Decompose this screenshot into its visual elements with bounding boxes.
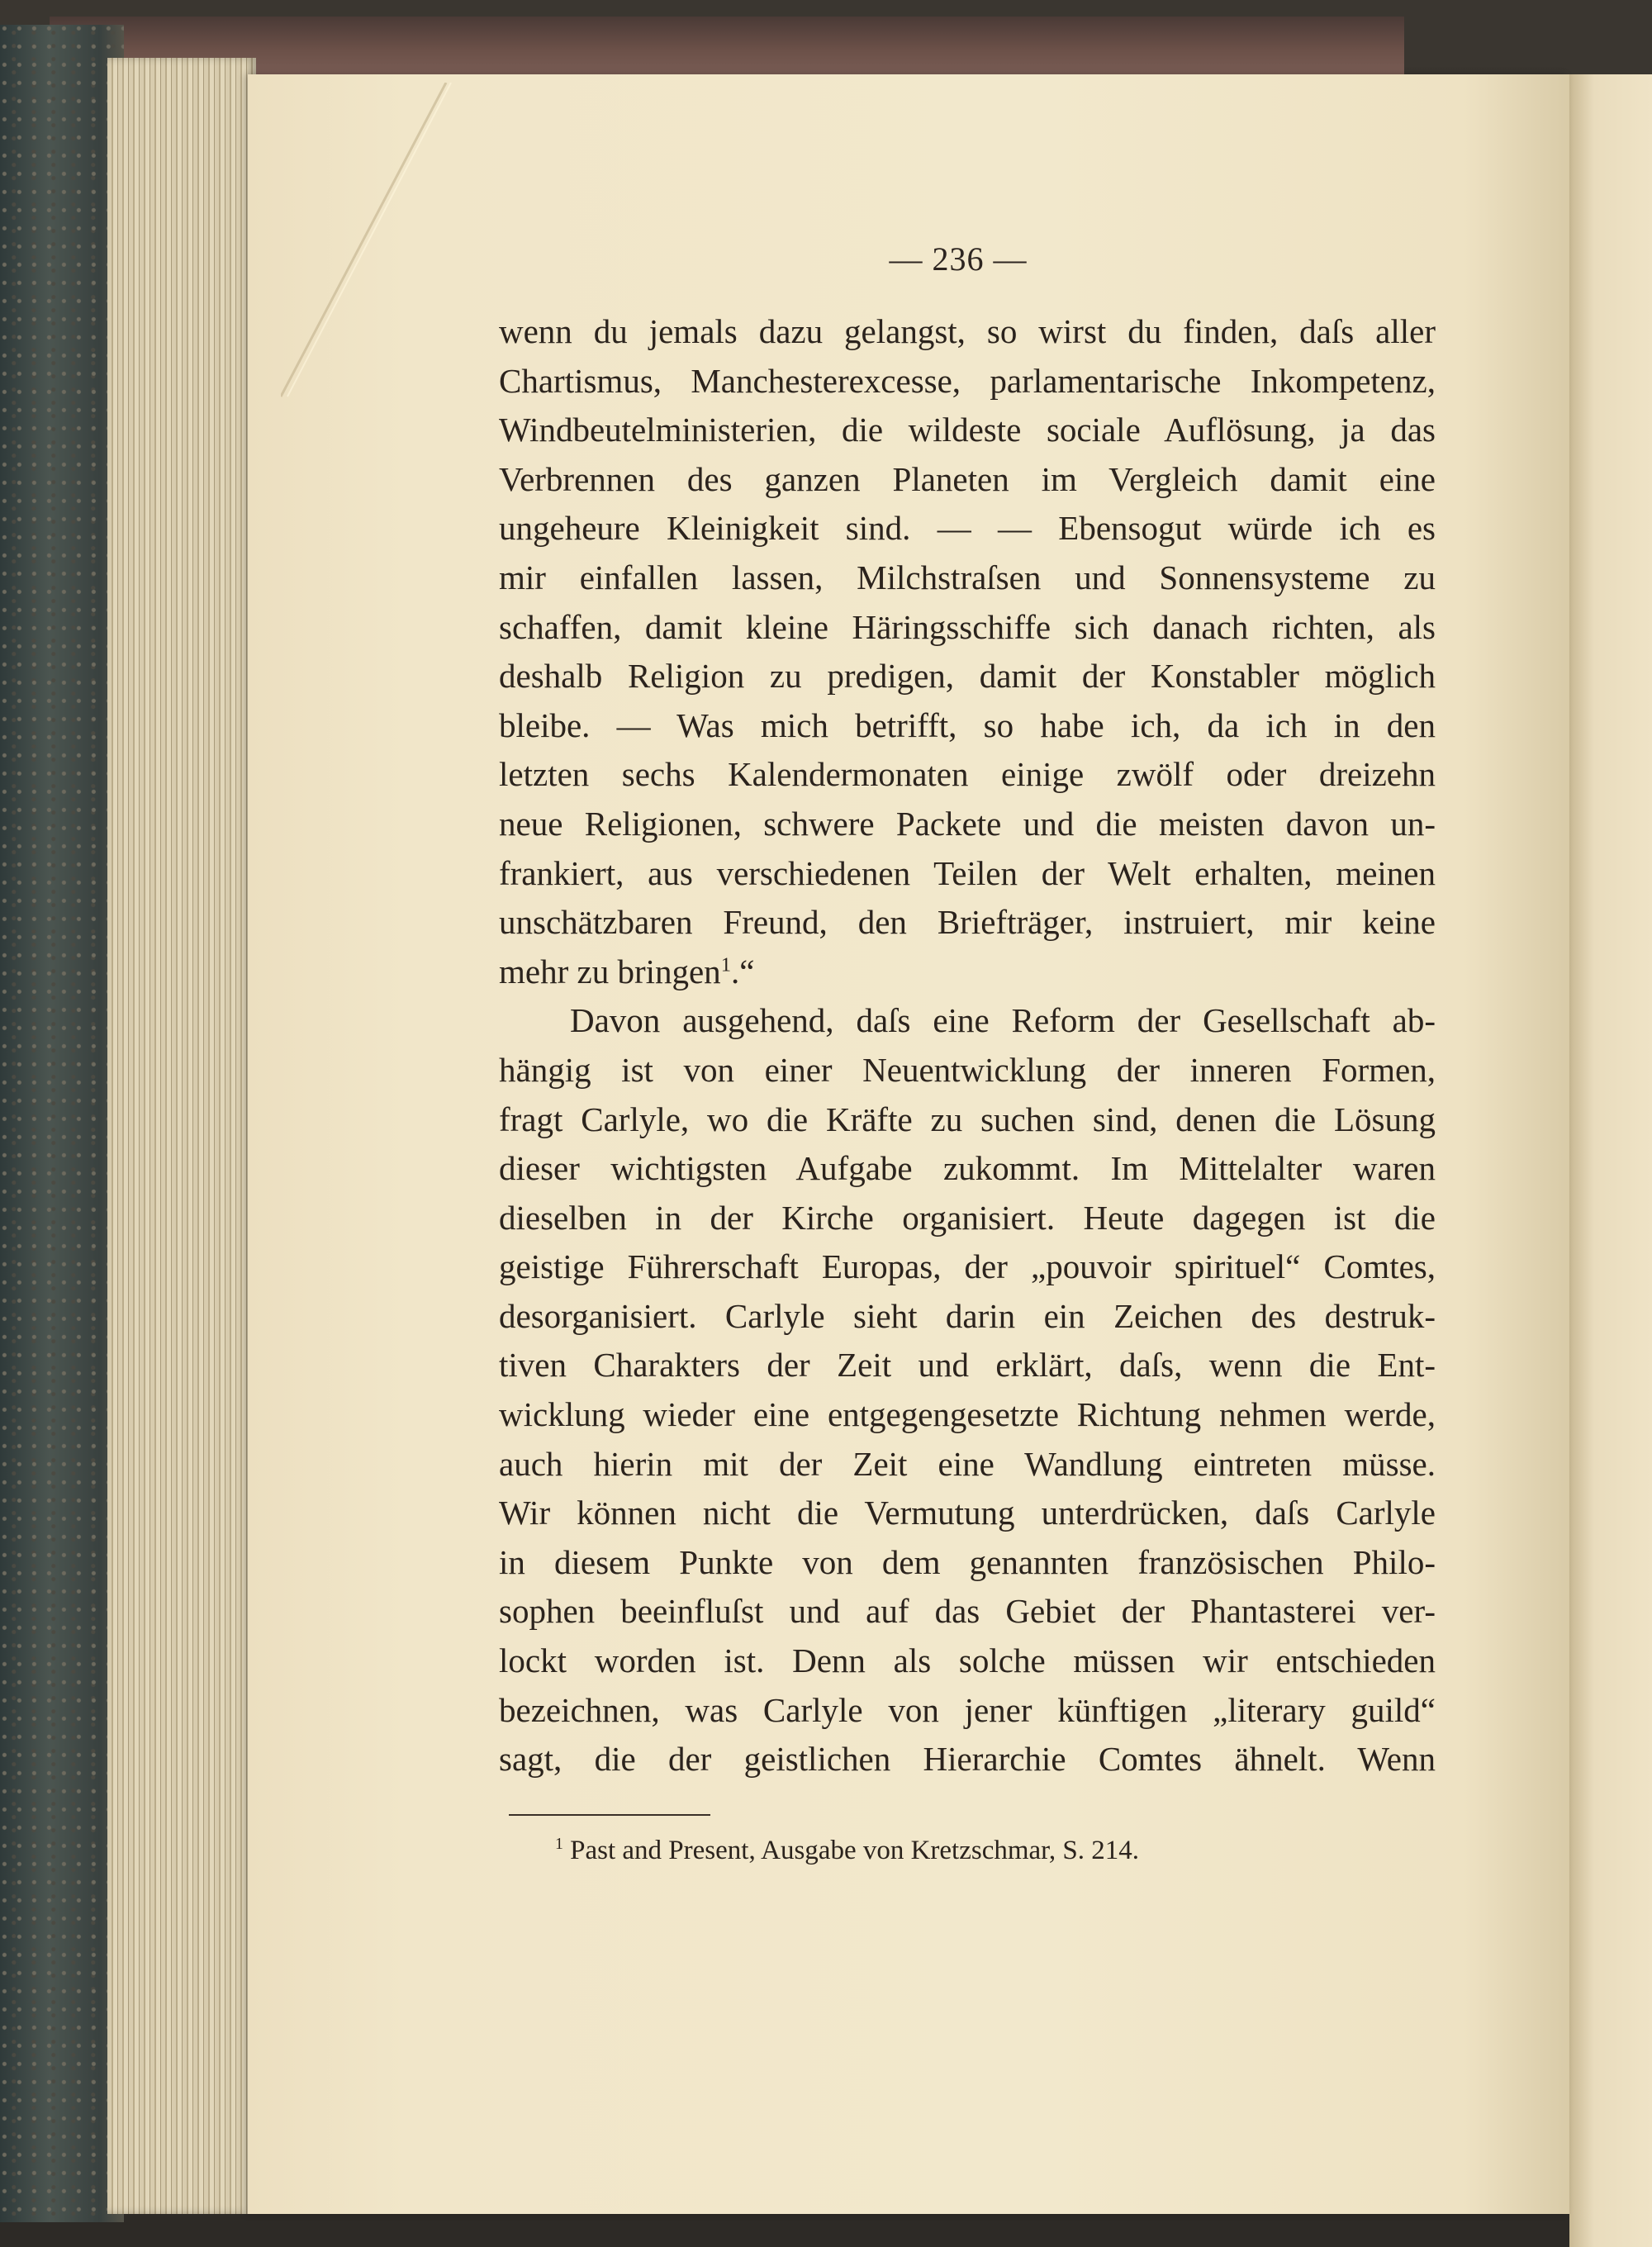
text-line: geistige Führerschaft Europas, der „pouvoir spirituel“ Comtes, — [499, 1247, 1436, 1286]
text-line: schaffen, damit kleine Häringsschiffe sich danach richten, als — [499, 607, 1436, 646]
footnote-text: Past and Present, Ausgabe von Kretzschmar, S. 214. — [570, 1836, 1139, 1865]
text-line: Wir können nicht die Vermutung unterdrücken, daſs Carlyle — [499, 1494, 1436, 1532]
text-line: sophen beeinfluſst und auf das Gebiet der Phantasterei ver- — [499, 1592, 1436, 1631]
footnote — [555, 1836, 1464, 1866]
footnote-marker: 1 — [555, 1835, 563, 1853]
text-line: sagt, die der geistlichen Hierarchie Comtes ähnelt. Wenn — [499, 1740, 1436, 1779]
text-line: tiven Charakters der Zeit und erklärt, daſs, wenn die Ent- — [499, 1346, 1436, 1385]
text-line: Davon ausgehend, daſs eine Reform der Gesellschaft ab- — [570, 1001, 1436, 1040]
page-number: — 236 — — [889, 240, 1028, 278]
text-line: lockt worden ist. Denn als solche müssen wir entschieden — [499, 1641, 1436, 1680]
body-text — [499, 307, 1436, 1784]
footnote-divider — [509, 1814, 710, 1816]
text-line: dieselben in der Kirche organisiert. Heute dagegen ist die — [499, 1198, 1436, 1237]
text-line: desorganisiert. Carlyle sieht darin ein Zeichen des destruk- — [499, 1296, 1436, 1335]
book-cover-left — [0, 25, 124, 2222]
text-line: dieser wichtigsten Aufgabe zukommt. Im Mittelalter waren — [499, 1149, 1436, 1188]
text-line: Chartismus, Manchesterexcesse, parlamentarische Inkompetenz, — [499, 361, 1436, 400]
page-edges — [107, 58, 256, 2214]
text-line: mir einfallen lassen, Milchstraſsen und Sonnensysteme zu — [499, 558, 1436, 596]
text-line-tail: .“ — [730, 952, 755, 990]
text-line: in diesem Punkte von dem genannten französischen Philo- — [499, 1542, 1436, 1581]
text-line: hängig ist von einer Neuentwicklung der inneren Formen, — [499, 1050, 1436, 1089]
text-line-content: mehr zu bringen — [499, 952, 721, 990]
text-line: auch hierin mit der Zeit eine Wandlung eintreten müsse. — [499, 1444, 1436, 1483]
text-line: letzten sechs Kalendermonaten einige zwölf oder dreizehn — [499, 755, 1436, 794]
text-line: neue Religionen, schwere Packete und die meisten davon un- — [499, 804, 1436, 843]
text-line: Windbeutelministerien, die wildeste sociale Auflösung, ja das — [499, 411, 1436, 449]
text-line: frankiert, aus verschiedenen Teilen der Welt erhalten, meinen — [499, 853, 1436, 892]
text-line: unschätzbaren Freund, den Briefträger, instruiert, mir keine — [499, 903, 1436, 942]
footnote-reference: 1 — [720, 953, 731, 976]
text-line: wicklung wieder eine entgegengesetzte Richtung nehmen werde, — [499, 1395, 1436, 1434]
text-line: deshalb Religion zu predigen, damit der Konstabler möglich — [499, 657, 1436, 696]
text-line: wenn du jemals dazu gelangst, so wirst du finden, daſs aller — [499, 312, 1436, 350]
text-line: bleibe. — Was mich betrifft, so habe ich, da ich in den — [499, 705, 1436, 744]
text-line: fragt Carlyle, wo die Kräfte zu suchen sind, denen die Lösung — [499, 1100, 1436, 1138]
text-line: ungeheure Kleinigkeit sind. — — Ebensogut würde ich es — [499, 509, 1436, 548]
text-line: bezeichnen, was Carlyle von jener künftigen „literary guild“ — [499, 1690, 1436, 1729]
facing-page-edge — [1569, 74, 1652, 2247]
text-line: Verbrennen des ganzen Planeten im Vergleich damit eine — [499, 459, 1436, 498]
text-line — [499, 948, 1436, 997]
